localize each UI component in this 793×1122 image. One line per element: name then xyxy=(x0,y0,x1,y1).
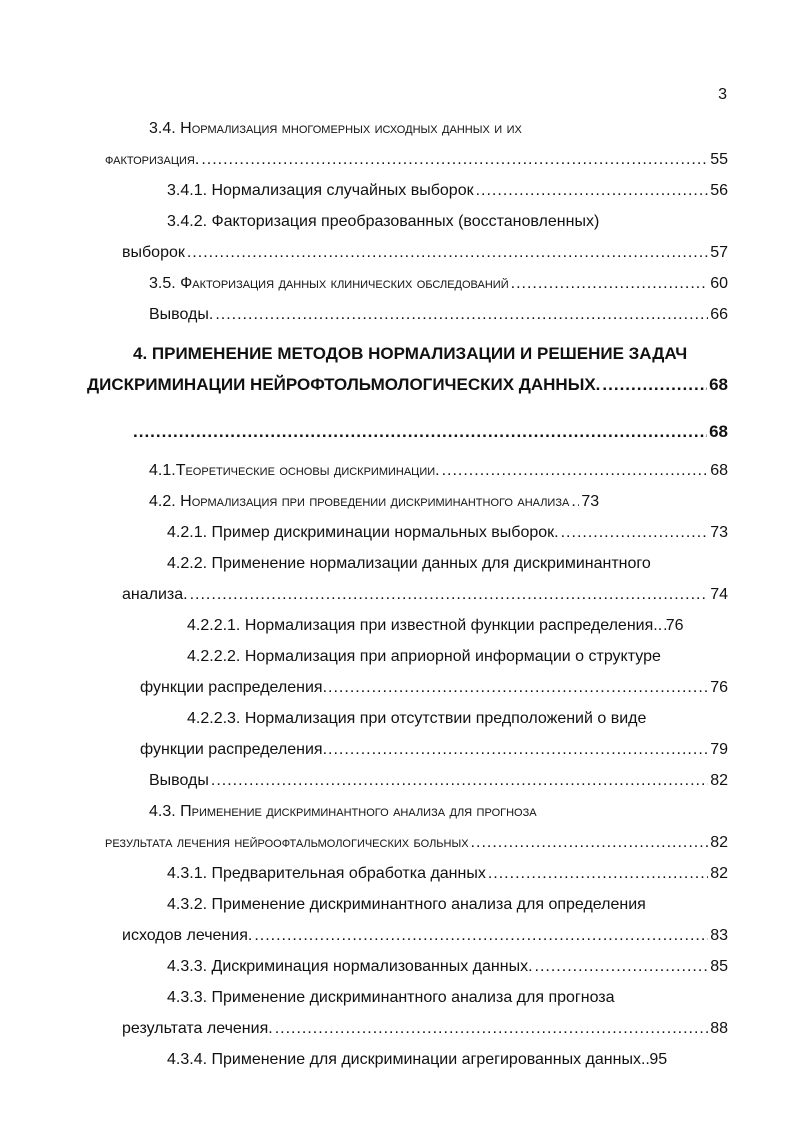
toc-leader-dots xyxy=(254,925,708,947)
toc-entry-text: 3.5. Факторизация данных клинических обследований xyxy=(149,275,509,292)
toc-entry-text: выборок xyxy=(122,244,185,261)
toc-entry-4-3-3b[interactable] xyxy=(122,1018,728,1040)
toc-entry-4-2-2-line1[interactable]: 4.2.2. Применение нормализации данных для дискриминантного xyxy=(167,555,651,572)
toc-entry-4-2-2-3-line1[interactable]: 4.2.2.3. Нормализация при отсутствии предположений о виде xyxy=(187,710,647,727)
toc-leader-dots xyxy=(187,242,708,264)
toc-entry-text: 3.4.1. Нормализация случайных выборок xyxy=(167,182,474,199)
toc-leader-dots xyxy=(488,863,708,885)
toc-entry-4-3-4[interactable] xyxy=(167,1049,728,1071)
toc-leader-dots xyxy=(211,770,708,792)
toc-leader-dots xyxy=(658,615,666,637)
toc-entry-text: функции распределения xyxy=(140,679,323,696)
toc-entry-3-4-2[interactable] xyxy=(122,242,728,264)
toc-entry-text: 4.2.2.1. Нормализация при известной функции распределения. xyxy=(187,617,658,634)
toc-entry-4-3-1[interactable] xyxy=(167,863,728,885)
toc-leader-dots xyxy=(442,460,709,482)
toc-entry-3-4[interactable] xyxy=(105,149,728,171)
toc-page-number: 76 xyxy=(665,617,684,634)
toc-entry-4-3-3b-line1[interactable]: 4.3.3. Применение дискриминантного анализа для прогноза xyxy=(167,989,615,1006)
toc-page-number: 68 xyxy=(709,422,728,441)
toc-entry-text: результата лечения. xyxy=(122,1020,273,1037)
toc-page-number: 57 xyxy=(710,244,728,261)
toc-entry-conclusions-3[interactable] xyxy=(149,304,728,326)
toc-entry-4-1[interactable] xyxy=(149,460,728,482)
toc-leader-dots xyxy=(511,273,709,295)
toc-entry-4-2-2-1[interactable] xyxy=(187,615,728,637)
toc-entry-text: 4.3.4. Применение для дискриминации агрегированных данных. xyxy=(167,1051,646,1068)
toc-leader-dots xyxy=(323,677,711,699)
toc-entry-text: 4.3.3. Дискриминация нормализованных данных. xyxy=(167,958,533,975)
toc-entry-text: Выводы. xyxy=(149,306,214,323)
toc-page-number: 74 xyxy=(710,586,728,603)
toc-leader-dots xyxy=(323,739,711,761)
toc-entry-3-5[interactable] xyxy=(149,273,728,295)
toc-page-number: 55 xyxy=(710,151,728,168)
toc-entry-4-3-line1[interactable]: 4.3. Применение дискриминантного анализа для прогноза xyxy=(149,803,537,820)
toc-entry-4-3-2-line1[interactable]: 4.3.2. Применение дискриминантного анализа для определения xyxy=(167,896,646,913)
toc-entry-4-2-2-2-line1[interactable]: 4.2.2.2. Нормализация при априорной информации о структуре xyxy=(187,648,661,665)
toc-page-number: 73 xyxy=(581,493,600,510)
toc-entry-4-2-2-2[interactable] xyxy=(140,677,728,699)
toc-entry-text: исходов лечения. xyxy=(122,927,253,944)
toc-entry-4-2[interactable] xyxy=(149,491,728,513)
toc-chapter-4-line1[interactable]: 4. ПРИМЕНЕНИЕ МЕТОДОВ НОРМАЛИЗАЦИИ И РЕШЕНИЕ ЗАДАЧ xyxy=(133,344,688,363)
toc-page-number: 68 xyxy=(709,375,728,394)
toc-leader-dots xyxy=(215,304,708,326)
toc-leader-dots xyxy=(571,491,579,513)
toc-chapter-4[interactable] xyxy=(87,374,728,396)
toc-entry-4-2-2[interactable] xyxy=(122,584,728,606)
toc-chapter-4-continuation[interactable] xyxy=(133,421,728,443)
toc-entry-text: ДИСКРИМИНАЦИИ НЕЙРОФТОЛЬМОЛОГИЧЕСКИХ ДАННЫХ. xyxy=(87,375,601,394)
toc-page-number: 82 xyxy=(710,865,728,882)
toc-entry-4-3-2[interactable] xyxy=(122,925,728,947)
toc-page-number: 60 xyxy=(710,275,728,292)
toc-entry-text: 4.3.1. Предварительная обработка данных xyxy=(167,865,486,882)
toc-leader-dots xyxy=(602,374,707,396)
toc-page-number: 82 xyxy=(710,772,728,789)
toc-entry-text: Выводы xyxy=(149,772,209,789)
toc-entry-text: 4.1.Теоретические основы дискриминации. xyxy=(149,462,440,479)
toc-leader-dots xyxy=(476,180,709,202)
toc-page-number: 56 xyxy=(710,182,728,199)
toc-leader-dots xyxy=(535,956,709,978)
toc-entry-text: функции распределения xyxy=(140,741,323,758)
toc-entry-4-3-3[interactable] xyxy=(167,956,728,978)
toc-page-number: 95 xyxy=(649,1051,668,1068)
toc-page-number: 68 xyxy=(710,462,728,479)
toc-entry-4-3[interactable] xyxy=(105,832,728,854)
toc-entry-conclusions-4-2[interactable] xyxy=(149,770,728,792)
toc-entry-text: 4.2. Нормализация при проведении дискриминантного анализа xyxy=(149,493,570,510)
toc-entry-text: факторизация. xyxy=(105,151,200,168)
toc-page-number: 79 xyxy=(710,741,728,758)
toc-leader-dots xyxy=(133,421,707,443)
toc-leader-dots xyxy=(190,584,709,606)
toc-leader-dots xyxy=(561,522,709,544)
toc-entry-3-4-1[interactable] xyxy=(167,180,728,202)
toc-page-number: 83 xyxy=(710,927,728,944)
toc-entry-4-2-2-3[interactable] xyxy=(140,739,728,761)
toc-entry-3-4-line1[interactable]: 3.4. Нормализация многомерных исходных данных и их xyxy=(149,120,522,137)
toc-entry-text: 4.2.1. Пример дискриминации нормальных выборок. xyxy=(167,524,559,541)
toc-entry-4-2-1[interactable] xyxy=(167,522,728,544)
toc-leader-dots xyxy=(275,1018,709,1040)
toc-page-number: 66 xyxy=(710,306,728,323)
toc-entry-text: анализа. xyxy=(122,586,188,603)
toc-page-number: 82 xyxy=(710,834,728,851)
page-number: 3 xyxy=(718,86,727,103)
toc-page-number: 85 xyxy=(710,958,728,975)
toc-entry-text: результата лечения нейроофтальмологических больных xyxy=(105,834,469,851)
toc-entry-3-4-2-line1[interactable]: 3.4.2. Факторизация преобразованных (восстановленных) xyxy=(167,213,600,230)
toc-page-number: 88 xyxy=(710,1020,728,1037)
toc-page-number: 73 xyxy=(710,524,728,541)
toc-leader-dots xyxy=(201,149,708,171)
toc-leader-dots xyxy=(471,832,709,854)
toc-page-number: 76 xyxy=(710,679,728,696)
